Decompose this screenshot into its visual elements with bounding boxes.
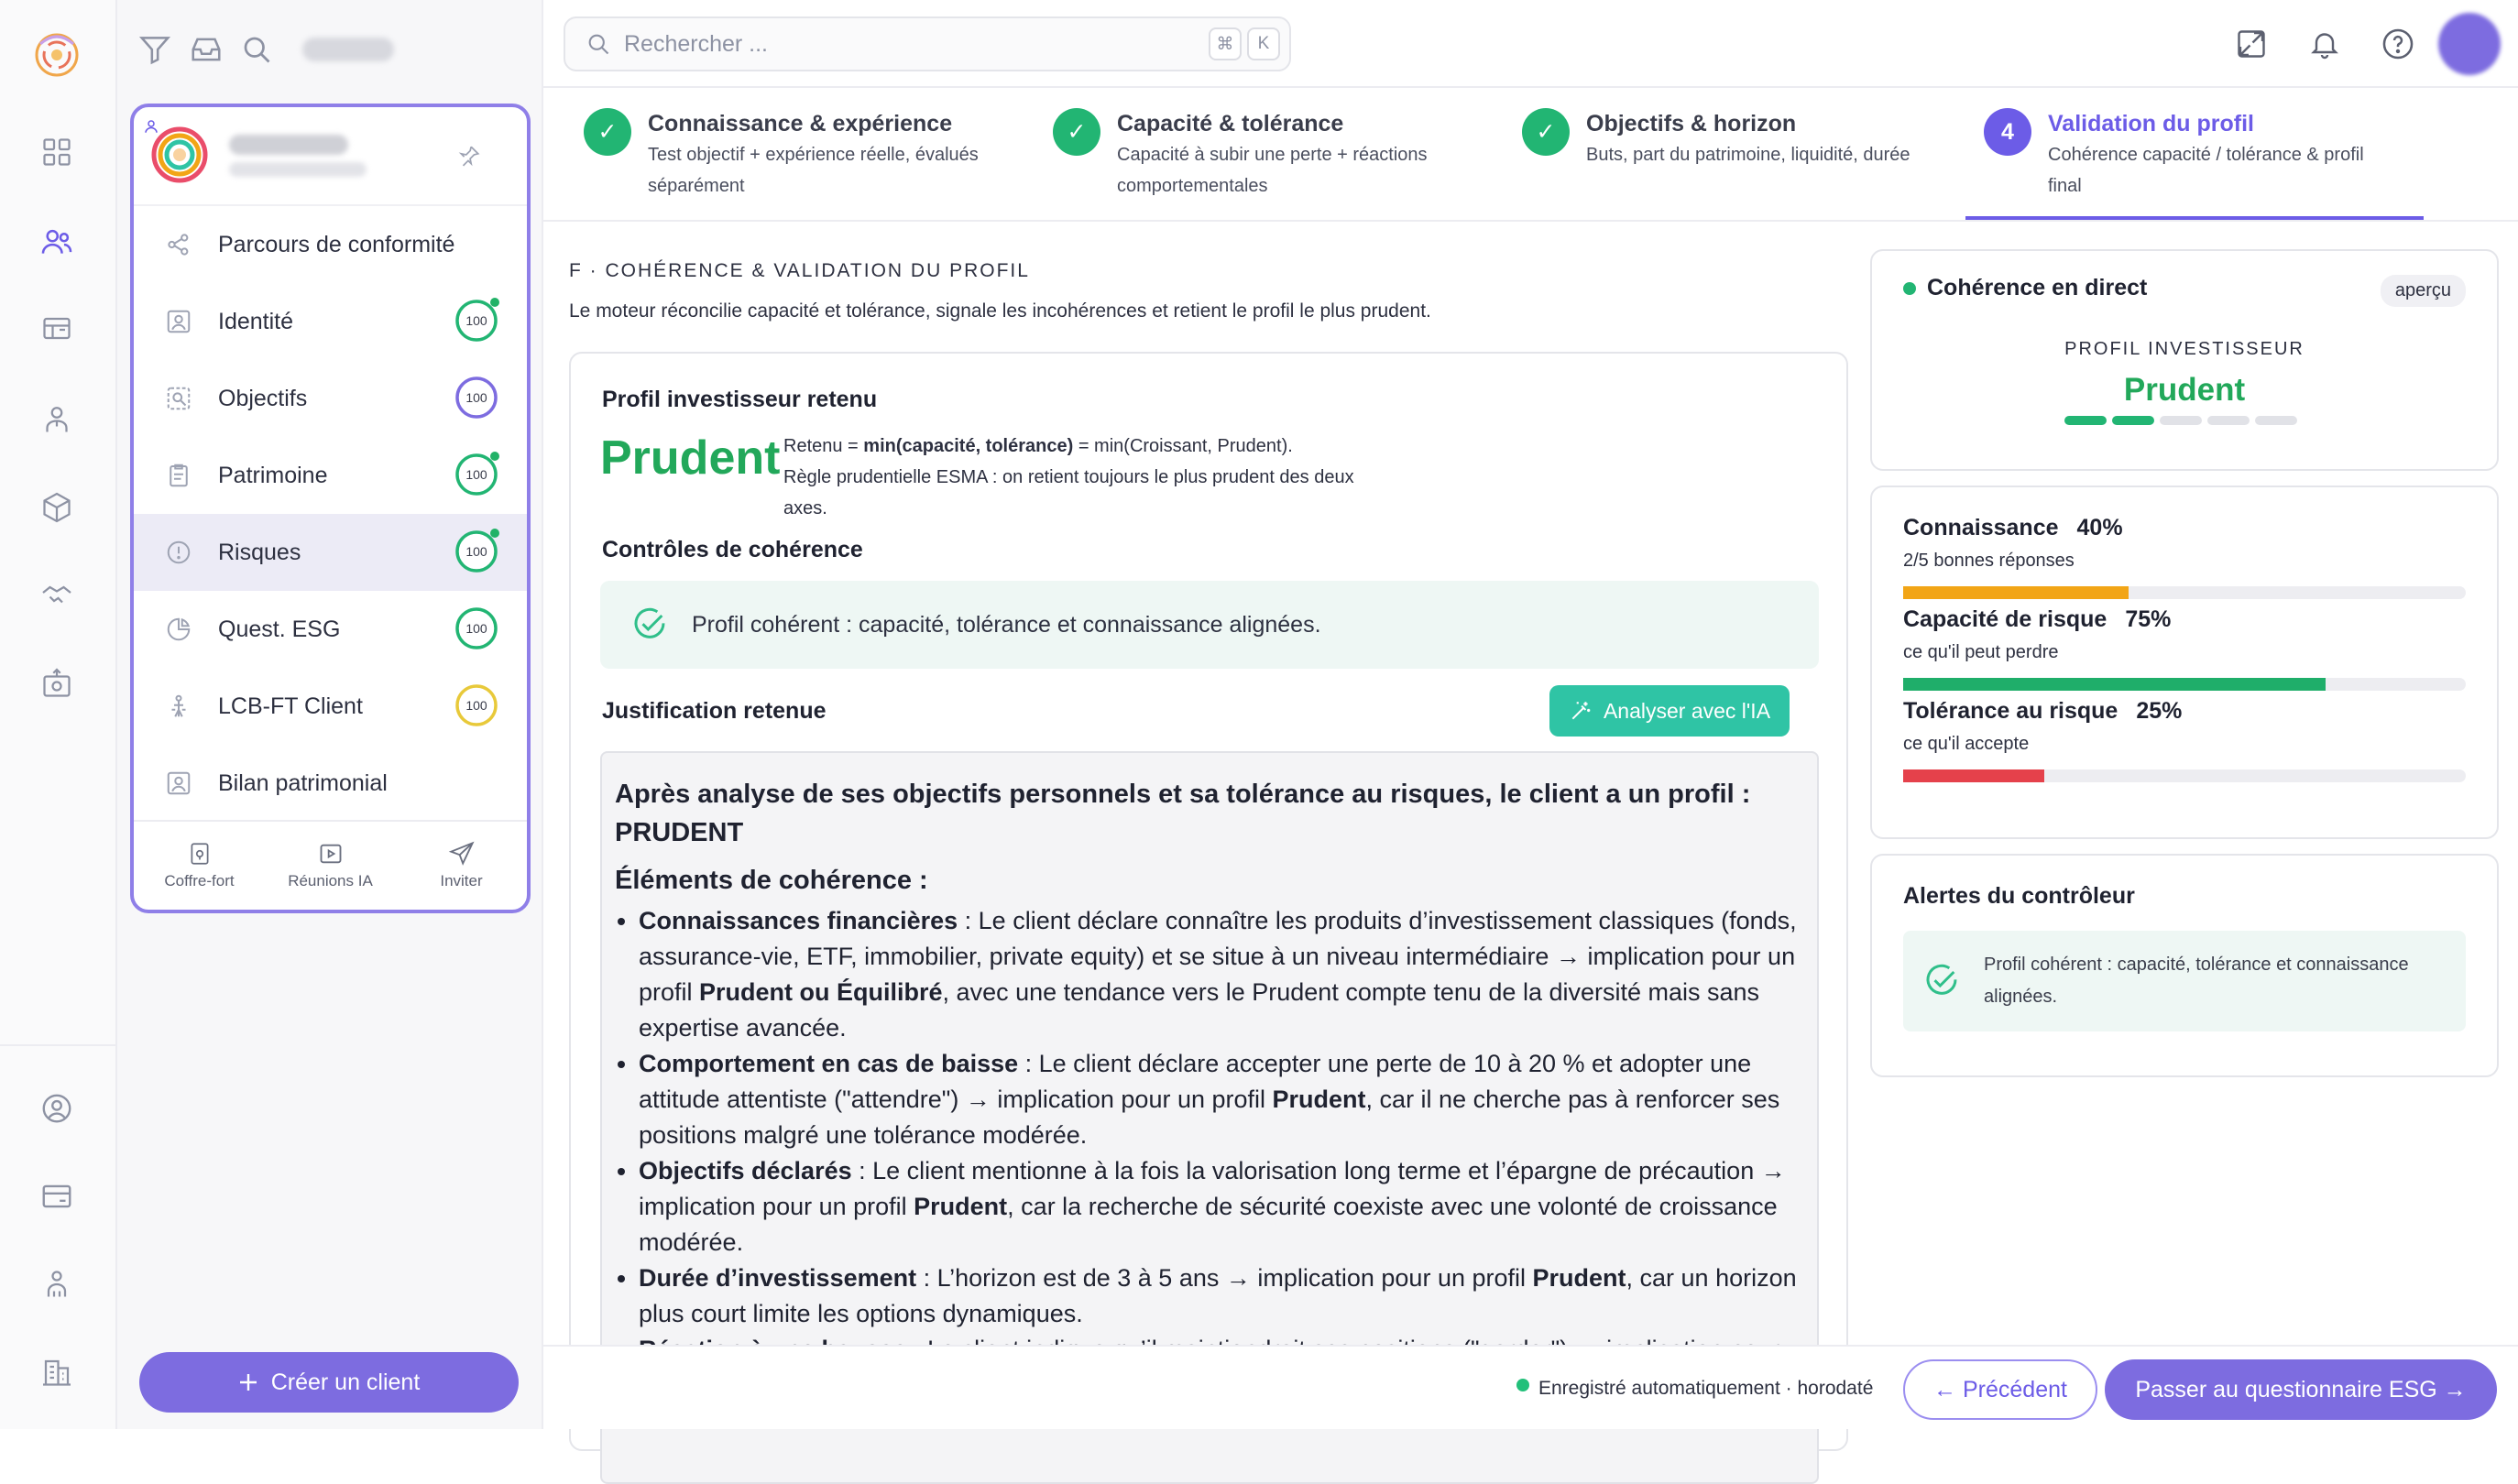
preview-badge: aperçu bbox=[2381, 275, 2466, 307]
autosave-text: Enregistré automatiquement · horodaté bbox=[1538, 1378, 1874, 1399]
item-title: Connaissances financières bbox=[639, 907, 958, 934]
item-text: , avec une tendance vers le Prudent compte tenu de la diversité mais sans expertise avancée. bbox=[639, 978, 1760, 1042]
invite-button[interactable] bbox=[396, 822, 527, 910]
metric-subtitle: ce qu'il accepte bbox=[1903, 734, 2030, 754]
controls-title: Contrôles de cohérence bbox=[602, 537, 863, 562]
search-shortcut bbox=[1209, 27, 1280, 60]
filter-icon[interactable] bbox=[137, 32, 172, 67]
rail-divider bbox=[0, 1044, 117, 1046]
completion-score bbox=[454, 452, 499, 497]
create-client-label: Créer un client bbox=[270, 1369, 421, 1395]
item-profile: Prudent ou Équilibré bbox=[699, 978, 943, 1006]
item-text: : Le client déclare connaître les produits d’investissement classiques (fonds, assurance-vie, ETF, immobilier, private equity) et se situe à un niveau intermédiaire → implication pour un profil bbox=[639, 907, 1797, 1006]
search-icon bbox=[586, 31, 611, 57]
check-circle-icon bbox=[1923, 963, 1960, 999]
metric-label: Tolérance au risque bbox=[1903, 698, 2118, 724]
justification-title: Justification retenue bbox=[602, 698, 827, 724]
item-text: , car il ne cherche pas à renforcer ses positions malgré une tolérance modérée. bbox=[639, 1086, 1780, 1149]
check-circle-icon bbox=[631, 606, 668, 643]
status-dot bbox=[490, 298, 499, 307]
metric-subtitle: ce qu'il peut perdre bbox=[1903, 642, 2059, 662]
validation-section bbox=[543, 224, 1863, 1345]
dashboard-icon[interactable] bbox=[35, 130, 79, 174]
completion-score bbox=[454, 606, 499, 651]
step-capacity[interactable] bbox=[1053, 108, 1428, 202]
step-number: 4 bbox=[1984, 108, 2031, 156]
coherence-ok-banner bbox=[600, 581, 1819, 669]
expand-icon[interactable] bbox=[2229, 22, 2273, 66]
profile-level-segment bbox=[2207, 416, 2250, 425]
next-esg-button[interactable]: Passer au questionnaire ESG → bbox=[2105, 1359, 2497, 1420]
check-icon: ✓ bbox=[1522, 108, 1570, 156]
id-card-icon bbox=[163, 306, 194, 337]
sidebar-item-objectives[interactable] bbox=[134, 360, 527, 437]
live-title-text: Cohérence en direct bbox=[1927, 275, 2148, 300]
item-title: Comportement en cas de baisse bbox=[639, 1050, 1019, 1077]
profile-level-segment bbox=[2255, 416, 2297, 425]
step-desc: Buts, part du patrimoine, liquidité, durée bbox=[1586, 145, 1910, 165]
k-key: K bbox=[1247, 27, 1280, 60]
list-item bbox=[639, 1046, 1804, 1153]
item-text: , car la recherche de sécurité coexiste avec une volonté de croissance modérée. bbox=[639, 1193, 1778, 1256]
alerts-title: Alertes du contrôleur bbox=[1903, 883, 2135, 909]
board-icon[interactable] bbox=[35, 308, 79, 352]
status-dot bbox=[490, 529, 499, 538]
retained-profile-title: Profil investisseur retenu bbox=[602, 387, 878, 412]
sidebar-item-identity[interactable] bbox=[134, 283, 527, 360]
metric-bar-fill bbox=[1903, 678, 2326, 691]
metric-percent: 25% bbox=[2136, 698, 2183, 724]
sidebar-item-label: LCB-FT Client bbox=[218, 693, 363, 719]
profile-level-indicator bbox=[2064, 416, 2297, 425]
completion-score bbox=[454, 375, 499, 420]
pin-icon[interactable] bbox=[457, 144, 481, 168]
sidebar-item-label: Parcours de conformité bbox=[218, 231, 455, 257]
metric-bar bbox=[1903, 586, 2466, 599]
live-status-dot bbox=[1903, 282, 1916, 295]
step-title: Validation du profil bbox=[2048, 111, 2254, 136]
risk-capacity-metric bbox=[1903, 606, 2466, 663]
products-icon[interactable] bbox=[35, 486, 79, 529]
bottom-bar bbox=[543, 1345, 2518, 1429]
sidebar-item-risks[interactable] bbox=[134, 514, 527, 591]
client-toolbar bbox=[137, 26, 394, 73]
global-search[interactable] bbox=[564, 16, 1291, 71]
metric-bar-fill bbox=[1903, 586, 2129, 599]
sidebar-item-label: Bilan patrimonial bbox=[218, 769, 388, 796]
user-avatar[interactable] bbox=[2438, 13, 2501, 75]
profile-icon[interactable] bbox=[35, 1086, 79, 1130]
ai-meetings-label: Réunions IA bbox=[288, 872, 373, 889]
step-desc: Test objectif + expérience réelle, évalués bbox=[648, 145, 979, 165]
completion-score-value: 100 bbox=[465, 467, 487, 482]
step-desc: séparément bbox=[648, 176, 745, 196]
metric-title bbox=[1903, 606, 2466, 633]
metric-bar-fill bbox=[1903, 769, 2044, 782]
justification-intro: Après analyse de ses objectifs personnels et sa tolérance au risques, le client a un profil : PRUDENT bbox=[615, 780, 1751, 847]
investor-profile-label: PROFIL INVESTISSEUR bbox=[2064, 339, 2305, 359]
section-description: Le moteur réconcilie capacité et tolérance, signale les incohérences et retient le profil le plus prudent. bbox=[569, 300, 1431, 322]
retained-formula bbox=[783, 431, 1370, 524]
blurred-client-filter bbox=[302, 38, 394, 61]
step-desc: comportementales bbox=[1117, 176, 1268, 196]
item-title: Durée d’investissement bbox=[639, 1264, 917, 1292]
team-icon[interactable] bbox=[35, 1262, 79, 1306]
sidebar-item-compliance-journey[interactable] bbox=[134, 206, 527, 283]
step-desc: Cohérence capacité / tolérance & profil bbox=[2048, 145, 2364, 165]
app-logo[interactable] bbox=[27, 26, 86, 84]
metric-bar bbox=[1903, 678, 2466, 691]
cmd-key: ⌘ bbox=[1209, 27, 1242, 60]
autosave-status bbox=[1516, 1378, 1873, 1400]
sidebar-item-label: Risques bbox=[218, 539, 301, 565]
metric-label: Capacité de risque bbox=[1903, 606, 2107, 632]
risk-tolerance-metric bbox=[1903, 698, 2466, 755]
controller-alerts-card bbox=[1870, 854, 2499, 1077]
share-nodes-icon bbox=[163, 229, 194, 260]
formula-suffix: = min(Croissant, Prudent). bbox=[1073, 436, 1293, 456]
notifications-icon[interactable] bbox=[2303, 22, 2347, 66]
list-item bbox=[639, 903, 1804, 1046]
billing-icon[interactable] bbox=[35, 1174, 79, 1218]
profile-level-segment bbox=[2064, 416, 2107, 425]
handshake-icon[interactable] bbox=[35, 573, 79, 617]
play-icon bbox=[318, 841, 344, 867]
profile-level-segment bbox=[2160, 416, 2202, 425]
completion-score-value: 100 bbox=[465, 313, 487, 328]
send-icon bbox=[449, 841, 475, 867]
item-profile: Prudent bbox=[1272, 1086, 1366, 1113]
client-card bbox=[130, 104, 531, 913]
retained-profile-value: Prudent bbox=[600, 431, 781, 485]
completion-score bbox=[454, 298, 499, 344]
report-icon bbox=[163, 768, 194, 799]
step-title: Capacité & tolérance bbox=[1117, 111, 1344, 136]
alert-circle-icon bbox=[163, 537, 194, 568]
section-title: F · COHÉRENCE & VALIDATION DU PROFIL bbox=[569, 260, 1030, 281]
magic-wand-icon bbox=[1569, 699, 1593, 723]
vault-label: Coffre-fort bbox=[164, 872, 235, 889]
coherence-ok-text: Profil cohérent : capacité, tolérance et connaissance alignées. bbox=[692, 611, 1321, 638]
completion-score bbox=[454, 529, 499, 574]
item-profile: Prudent bbox=[914, 1193, 1008, 1220]
search-input[interactable] bbox=[624, 31, 1192, 58]
profile-level-segment bbox=[2112, 416, 2154, 425]
step-desc: Capacité à subir une perte + réactions bbox=[1117, 145, 1428, 165]
ai-meetings-button[interactable] bbox=[265, 822, 396, 910]
completion-score-value: 100 bbox=[465, 544, 487, 559]
list-item bbox=[639, 1153, 1804, 1260]
step-objectives[interactable] bbox=[1522, 108, 1910, 170]
step-validation[interactable] bbox=[1984, 108, 2364, 202]
sidebar-item-esg-questionnaire[interactable] bbox=[134, 591, 527, 668]
metric-title bbox=[1903, 698, 2466, 725]
coherence-elements-list bbox=[639, 903, 1804, 1368]
completion-score-value: 100 bbox=[465, 390, 487, 405]
live-coherence-title bbox=[1903, 275, 2147, 301]
autosave-dot bbox=[1516, 1379, 1529, 1391]
profile-card bbox=[569, 352, 1848, 1451]
metric-subtitle: 2/5 bonnes réponses bbox=[1903, 551, 2075, 571]
formula-prefix: Retenu = bbox=[783, 436, 864, 456]
create-client-button[interactable] bbox=[139, 1352, 519, 1413]
sidebar-item-assets[interactable] bbox=[134, 437, 527, 514]
sidebar-item-wealth-report[interactable] bbox=[134, 745, 527, 822]
check-icon: ✓ bbox=[1053, 108, 1100, 156]
investor-profile-value: Prudent bbox=[2123, 372, 2246, 408]
building-icon[interactable] bbox=[35, 1350, 79, 1394]
active-step-indicator bbox=[1965, 216, 2424, 220]
coherence-elements-title: Éléments de cohérence : bbox=[615, 866, 928, 895]
analyze-ai-button[interactable] bbox=[1549, 685, 1790, 737]
top-bar bbox=[543, 0, 2518, 88]
sidebar-item-label: Objectifs bbox=[218, 385, 308, 411]
formula-expression: min(capacité, tolérance) bbox=[863, 436, 1074, 456]
metric-label: Connaissance bbox=[1903, 515, 2059, 540]
sidebar-item-aml-kyc[interactable] bbox=[134, 668, 527, 745]
inbox-upload-icon[interactable] bbox=[35, 661, 79, 705]
sidebar-item-label: Identité bbox=[218, 308, 294, 334]
help-icon[interactable] bbox=[2376, 22, 2420, 66]
target-search-icon bbox=[163, 383, 194, 414]
client-header[interactable] bbox=[134, 107, 527, 206]
vault-icon bbox=[188, 841, 212, 867]
list-item bbox=[639, 1260, 1804, 1332]
advisor-icon[interactable] bbox=[35, 398, 79, 442]
alert-ok-text: Profil cohérent : capacité, tolérance et connaissance alignées. bbox=[1984, 955, 2409, 1007]
step-title: Objectifs & horizon bbox=[1586, 111, 1797, 136]
app-rail bbox=[0, 0, 117, 1429]
client-name-blurred bbox=[229, 135, 348, 155]
completion-score-value: 100 bbox=[465, 621, 487, 636]
esma-rule: Règle prudentielle ESMA : on retient toujours le plus prudent des deux axes. bbox=[783, 467, 1354, 518]
invite-label: Inviter bbox=[440, 872, 483, 889]
vault-button[interactable] bbox=[134, 822, 265, 910]
clipboard-icon bbox=[163, 460, 194, 491]
plus-icon bbox=[238, 1372, 258, 1392]
alert-ok-banner bbox=[1903, 931, 2466, 1031]
step-desc: final bbox=[2048, 176, 2082, 196]
status-dot bbox=[490, 452, 499, 461]
knowledge-metric bbox=[1903, 515, 2466, 572]
step-title: Connaissance & expérience bbox=[648, 111, 953, 136]
check-icon: ✓ bbox=[584, 108, 631, 156]
live-coherence-card bbox=[1870, 249, 2499, 471]
clients-icon[interactable] bbox=[35, 220, 79, 264]
step-knowledge[interactable] bbox=[584, 108, 979, 202]
item-text: : L’horizon est de 3 à 5 ans → implication pour un profil bbox=[916, 1264, 1533, 1292]
metric-title bbox=[1903, 515, 2466, 541]
client-panel bbox=[117, 0, 543, 1429]
metric-percent: 40% bbox=[2076, 515, 2123, 540]
archive-icon[interactable] bbox=[189, 32, 224, 67]
search-icon[interactable] bbox=[240, 33, 273, 66]
item-text: , car un horizon plus court limite les options dynamiques. bbox=[639, 1264, 1797, 1327]
item-text: : Le client mentionne à la fois la valorisation long terme et l’épargne de précaution → implication pour un profil bbox=[639, 1157, 1786, 1220]
client-subtitle-blurred bbox=[229, 162, 367, 177]
item-profile: Prudent bbox=[1532, 1264, 1626, 1292]
user-small-icon bbox=[143, 118, 159, 135]
sidebar-item-label: Patrimoine bbox=[218, 462, 328, 488]
metric-bar bbox=[1903, 769, 2466, 782]
sidebar-item-label: Quest. ESG bbox=[218, 616, 341, 642]
pie-chart-icon bbox=[163, 614, 194, 645]
completion-score-value: 100 bbox=[465, 698, 487, 713]
compliance-icon bbox=[163, 691, 194, 722]
item-text: : Le client déclare accepter une perte de 10 à 20 % et adopter une attitude attentiste ("attendre") → implication pour un profil bbox=[639, 1050, 1752, 1113]
previous-button[interactable]: ← Précédent bbox=[1903, 1359, 2097, 1420]
metric-percent: 75% bbox=[2125, 606, 2172, 632]
profile-stepper bbox=[543, 88, 2518, 222]
item-title: Objectifs déclarés bbox=[639, 1157, 852, 1184]
completion-score bbox=[454, 682, 499, 728]
risk-metrics-card bbox=[1870, 486, 2499, 839]
client-footer bbox=[134, 820, 527, 910]
analyze-ai-label: Analyser avec l'IA bbox=[1603, 698, 1771, 723]
